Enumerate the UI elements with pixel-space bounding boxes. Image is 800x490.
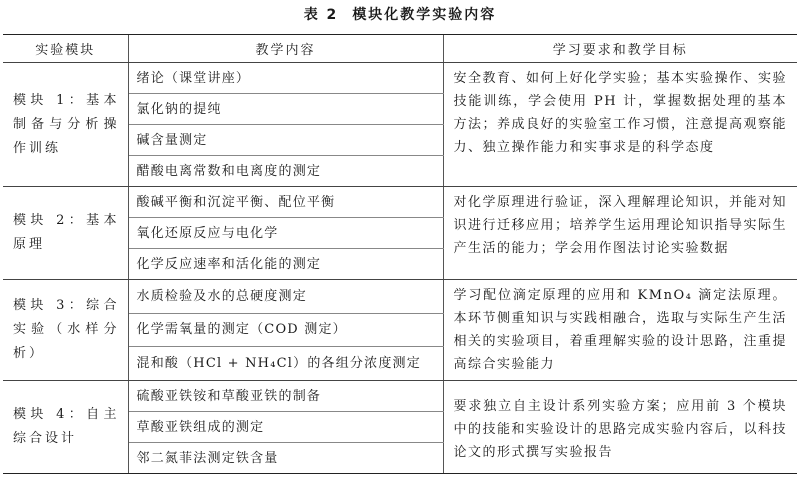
content-item: 化学反应速率和活化能的测定: [128, 249, 443, 280]
content-item: 绪论（课堂讲座）: [128, 63, 443, 94]
table-row: [3, 280, 797, 314]
content-item: 硫酸亚铁铵和草酸亚铁的制备: [128, 381, 443, 412]
content-item: 混和酸（HCl + NH₄Cl）的各组分浓度测定: [128, 347, 443, 381]
table-caption: [0, 4, 800, 24]
table-row: [3, 63, 797, 94]
content-item: 酸碱平衡和沉淀平衡、配位平衡: [128, 187, 443, 218]
header-module: 实验模块: [3, 35, 128, 63]
table-title: 模块化教学实验内容: [352, 7, 497, 23]
table-row: [3, 381, 797, 412]
module-name: 模块 2：基本原理: [3, 187, 128, 280]
content-item: 氯化钠的提纯: [128, 94, 443, 125]
module-name: 模块 3：综合实验（水样分析）: [3, 280, 128, 381]
content-item: 化学需氧量的测定（COD 测定）: [128, 313, 443, 347]
experiment-content-table: [3, 34, 797, 474]
content-item: 碱含量测定: [128, 125, 443, 156]
module-name: 模块 1：基本制备与分析操作训练: [3, 63, 128, 187]
header-content: 教学内容: [128, 35, 443, 63]
module-name: 模块 4：自主综合设计: [3, 381, 128, 474]
module-goal: 安全教育、如何上好化学实验；基本实验操作、实验技能训练，学会使用 PH 计，掌握数据处理的基本方法；养成良好的实验室工作习惯，注意提高观察能力、独立操作能力和实事求是的科学态度: [443, 63, 797, 187]
content-item: 氧化还原反应与电化学: [128, 218, 443, 249]
header-row: [3, 35, 797, 63]
table-number: 表 2: [303, 7, 339, 23]
module-goal: 对化学原理进行验证，深入理解理论知识，并能对知识进行迁移应用；培养学生运用理论知识指导实际生产生活的能力；学会用作图法讨论实验数据: [443, 187, 797, 280]
table-row: [3, 187, 797, 218]
content-item: 草酸亚铁组成的测定: [128, 412, 443, 443]
content-item: 醋酸电离常数和电离度的测定: [128, 156, 443, 187]
content-item: 水质检验及水的总硬度测定: [128, 280, 443, 314]
module-goal: 学习配位滴定原理的应用和 KMnO₄ 滴定法原理。本环节侧重知识与实践相融合，选取与实际生产生活相关的实验项目，着重理解实验的设计思路，注重提高综合实验能力: [443, 280, 797, 381]
module-goal: 要求独立自主设计系列实验方案；应用前 3 个模块中的技能和实验设计的思路完成实验内容后，以科技论文的形式撰写实验报告: [443, 381, 797, 474]
header-goal: 学习要求和教学目标: [443, 35, 797, 63]
content-item: 邻二氮菲法测定铁含量: [128, 443, 443, 474]
